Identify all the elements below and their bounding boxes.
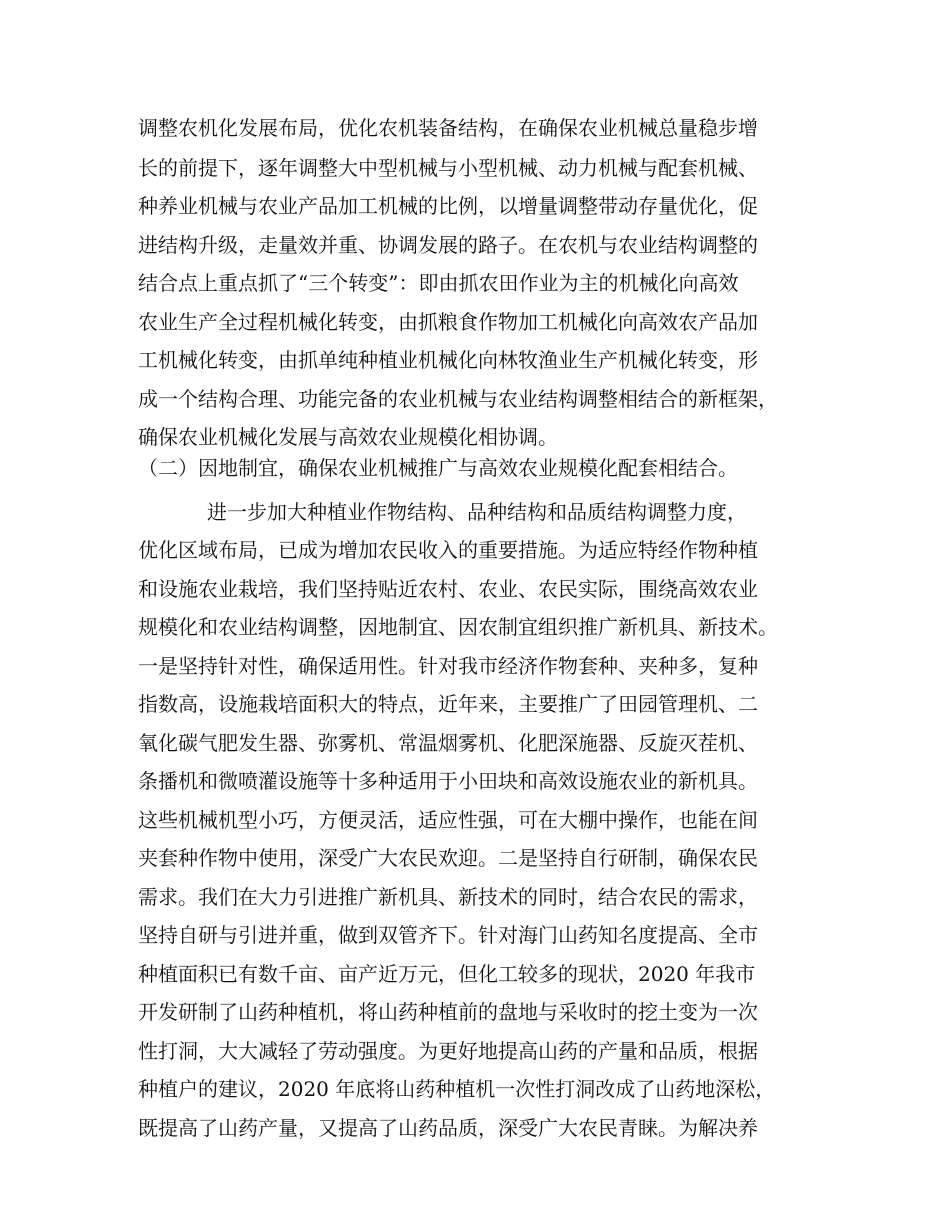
text-line: 种植面积已有数千亩、亩产近万元，但化工较多的现状，2020 年我市 <box>138 962 756 986</box>
text-line: 成一个结构合理、功能完备的农业机械与农业结构调整相结合的新框架， <box>138 387 778 411</box>
text-line: 需求。我们在大力引进推广新机具、新技术的同时，结合农民的需求， <box>138 885 758 909</box>
text-line: 规模化和农业结构调整，因地制宜、因农制宜组织推广新机具、新技术。 <box>138 615 778 639</box>
text-line: 种养业机械与农业产品加工机械的比例，以增量调整带动存量优化，促 <box>138 194 758 218</box>
text-line: 种植户的建议，2020 年底将山药种植机一次性打洞改成了山药地深松， <box>138 1077 776 1101</box>
text-line: 氧化碳气肥发生器、弥雾机、常温烟雾机、化肥深施器、反旋灭茬机、 <box>138 731 758 755</box>
text-line: 优化区域布局，已成为增加农民收入的重要措施。为适应特经作物种植 <box>138 538 758 562</box>
text-line: 长的前提下，逐年调整大中型机械与小型机械、动力机械与配套机械、 <box>138 156 758 180</box>
text-line: 性打洞，大大减轻了劳动强度。为更好地提高山药的产量和品质，根据 <box>138 1039 758 1063</box>
text-line: 开发研制了山药种植机，将山药种植前的盘地与采收时的挖土变为一次 <box>138 1000 758 1024</box>
text-line: 和设施农业栽培，我们坚持贴近农村、农业、农民实际，围绕高效农业 <box>138 577 758 601</box>
text-line: 条播机和微喷灌设施等十多种适用于小田块和高效设施农业的新机具。 <box>138 769 758 793</box>
text-line: 这些机械机型小巧，方便灵活，适应性强，可在大棚中操作，也能在间 <box>138 808 758 832</box>
text-line: 坚持自研与引进并重，做到双管齐下。针对海门山药知名度提高、全市 <box>138 923 758 947</box>
text-line: 结合点上重点抓了“三个转变”：即由抓农田作业为主的机械化向高效 <box>138 271 739 295</box>
text-line: 进结构升级，走量效并重、协调发展的路子。在农机与农业结构调整的 <box>138 233 758 257</box>
text-line: 调整农机化发展布局，优化农机装备结构，在确保农业机械总量稳步增 <box>138 116 758 140</box>
section-heading: （二）因地制宜，确保农业机械推广与高效农业规模化配套相结合。 <box>138 456 738 480</box>
text-line: 工机械化转变，由抓单纯种植业机械化向林牧渔业生产机械化转变，形 <box>138 348 758 372</box>
text-line: 一是坚持针对性，确保适用性。针对我市经济作物套种、夹种多，复种 <box>138 654 758 678</box>
text-line: 确保农业机械化发展与高效农业规模化相协调。 <box>138 425 558 449</box>
paragraph-first-line: 进一步加大种植业作物结构、品种结构和品质结构调整力度， <box>207 500 747 524</box>
text-line: 既提高了山药产量，又提高了山药品质，深受广大农民青睐。为解决养 <box>138 1116 758 1140</box>
text-line: 指数高，设施栽培面积大的特点，近年来，主要推广了田园管理机、二 <box>138 692 758 716</box>
text-line: 夹套种作物中使用，深受广大农民欢迎。二是坚持自行研制，确保农民 <box>138 846 758 870</box>
text-line: 农业生产全过程机械化转变，由抓粮食作物加工机械化向高效农产品加 <box>138 310 758 334</box>
